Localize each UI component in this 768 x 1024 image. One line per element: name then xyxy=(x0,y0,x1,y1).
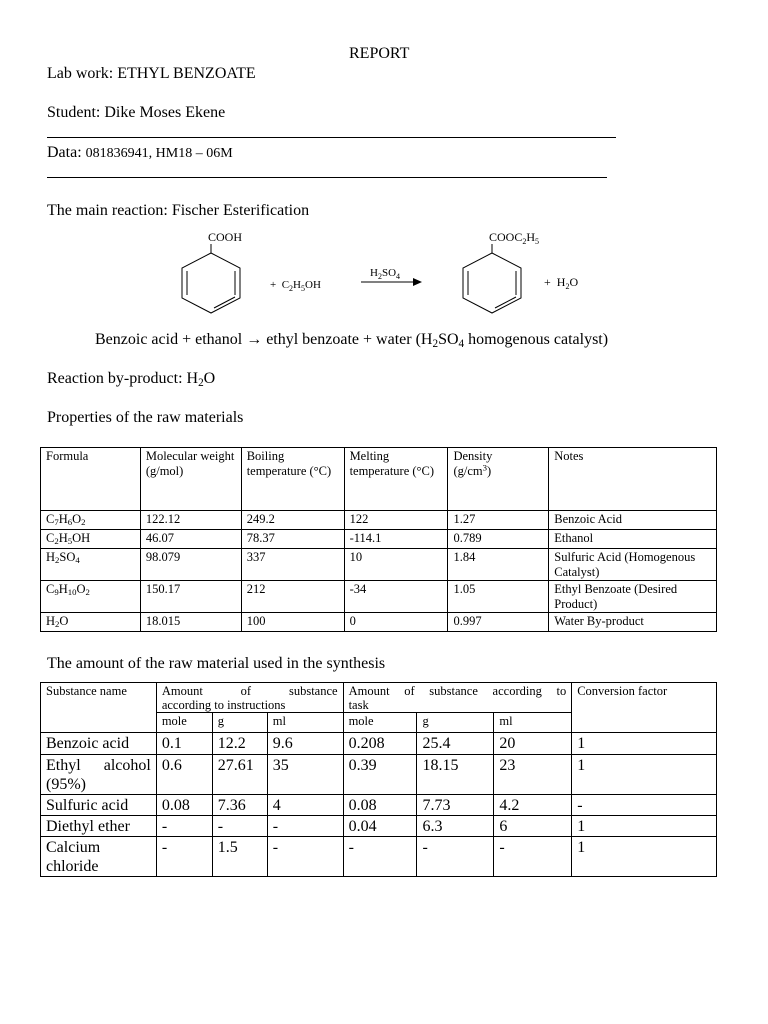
header-cell: Amount of substance according to instructions xyxy=(156,683,343,713)
table-cell: 122.12 xyxy=(140,511,241,530)
table-row xyxy=(41,837,717,877)
table-cell: 1 xyxy=(572,733,717,755)
table-cell: 23 xyxy=(494,755,572,795)
byproduct-line: Reaction by-product: $H_2O$ xyxy=(47,370,216,389)
table-cell: 0 xyxy=(344,613,448,632)
table-cell: 7.36 xyxy=(212,795,267,816)
properties-table xyxy=(40,447,717,632)
formula-cell: $H_2O$ xyxy=(41,613,141,632)
table-cell: 0.6 xyxy=(156,755,212,795)
benzoic-acid-structure xyxy=(182,244,240,313)
substance-name-cell: Ethyl alcohol (95%) xyxy=(41,755,157,795)
ethanol-label: + $C_2H_5OH$ xyxy=(270,279,321,293)
table-row xyxy=(41,549,717,581)
table-cell: 98.079 xyxy=(140,549,241,581)
header-cell: mole xyxy=(343,713,417,733)
table-cell: 1.27 xyxy=(448,511,549,530)
table-cell: 4 xyxy=(267,795,343,816)
table-cell: 27.61 xyxy=(212,755,267,795)
table-row xyxy=(41,530,717,549)
reaction-arrow xyxy=(361,278,422,286)
table-cell: Ethyl Benzoate (Desired Product) xyxy=(549,581,717,613)
substance-name-cell: Calcium chloride xyxy=(41,837,157,877)
header-cell: ml xyxy=(494,713,572,733)
header-cell: Notes xyxy=(549,448,717,511)
table-cell: - xyxy=(494,837,572,877)
header-cell: Amount of substance according to task xyxy=(343,683,572,713)
table-cell: 12.2 xyxy=(212,733,267,755)
header-cell: Substance name xyxy=(41,683,157,733)
table-cell: 18.015 xyxy=(140,613,241,632)
table-cell: - xyxy=(572,795,717,816)
reaction-scheme xyxy=(170,226,610,322)
header-cell: Density $(g/cm^3)$ xyxy=(448,448,549,511)
formula-cell: $C_9H_{10}O_2$ xyxy=(41,581,141,613)
table-row xyxy=(41,511,717,530)
amount-table xyxy=(40,682,717,877)
table-cell: 1 xyxy=(572,837,717,877)
catalyst-label: $H_2SO_4$ xyxy=(370,267,401,281)
table-cell: 122 xyxy=(344,511,448,530)
header-cell: Conversion factor xyxy=(572,683,717,733)
cooc2h5-label: $COOC_2H_5$ xyxy=(489,230,540,246)
table-row xyxy=(41,733,717,755)
header-cell: Melting temperature (°C) xyxy=(344,448,448,511)
table-cell: 0.08 xyxy=(343,795,417,816)
properties-heading: Properties of the raw materials xyxy=(47,409,244,426)
table-cell: 78.37 xyxy=(241,530,344,549)
table-row xyxy=(41,795,717,816)
water-label: + $H_2O$ xyxy=(544,275,579,291)
table-cell: 35 xyxy=(267,755,343,795)
table-row xyxy=(41,581,717,613)
table-cell: 6 xyxy=(494,816,572,837)
table-cell: - xyxy=(343,837,417,877)
header-cell: Boiling temperature (°C) xyxy=(241,448,344,511)
table-cell: Ethanol xyxy=(549,530,717,549)
table-cell: 0.208 xyxy=(343,733,417,755)
amount-heading: The amount of the raw material used in the synthesis xyxy=(47,655,386,672)
table-cell: 18.15 xyxy=(417,755,494,795)
table-cell: 0.04 xyxy=(343,816,417,837)
header-cell: ml xyxy=(267,713,343,733)
table-cell: 0.1 xyxy=(156,733,212,755)
table-cell: 20 xyxy=(494,733,572,755)
table-cell: Water By-product xyxy=(549,613,717,632)
header-cell: g xyxy=(212,713,267,733)
table-cell: 1.5 xyxy=(212,837,267,877)
table-cell: - xyxy=(267,816,343,837)
formula-cell: $H_2SO_4$ xyxy=(41,549,141,581)
table-cell: Benzoic Acid xyxy=(549,511,717,530)
header-cell: g xyxy=(417,713,494,733)
table-cell: 0.997 xyxy=(448,613,549,632)
table-cell: 7.73 xyxy=(417,795,494,816)
lab-work-line: Lab work: ETHYL BENZOATE xyxy=(47,65,256,82)
table-cell: 46.07 xyxy=(140,530,241,549)
table-cell: 337 xyxy=(241,549,344,581)
formula-cell: $C_7H_6O_2$ xyxy=(41,511,141,530)
table-cell: 9.6 xyxy=(267,733,343,755)
table-cell: -114.1 xyxy=(344,530,448,549)
header-cell: Formula xyxy=(41,448,141,511)
table-cell: - xyxy=(156,816,212,837)
table-cell: 249.2 xyxy=(241,511,344,530)
cooh-label: COOH xyxy=(208,230,243,244)
table-cell: 100 xyxy=(241,613,344,632)
table-cell: Sulfuric Acid (Homogenous Catalyst) xyxy=(549,549,717,581)
ethyl-benzoate-structure xyxy=(463,244,521,313)
table-cell: 150.17 xyxy=(140,581,241,613)
report-title: REPORT xyxy=(349,45,410,62)
table-header-row xyxy=(41,448,717,511)
substance-name-cell: Sulfuric acid xyxy=(41,795,157,816)
table-cell: 1 xyxy=(572,755,717,795)
table-cell: 1.84 xyxy=(448,549,549,581)
header-cell: Molecular weight (g/mol) xyxy=(140,448,241,511)
substance-name-cell: Benzoic acid xyxy=(41,733,157,755)
equation-line: Benzoic acid + ethanol → ethyl benzoate + water ($H_2SO_4$ homogenous catalyst) xyxy=(95,331,609,350)
table-cell: - xyxy=(156,837,212,877)
data-line xyxy=(47,144,233,163)
table-cell: 1 xyxy=(572,816,717,837)
table-cell: - xyxy=(267,837,343,877)
main-reaction-line: The main reaction: Fischer Esterification xyxy=(47,202,310,219)
table-cell: 0.789 xyxy=(448,530,549,549)
data-label: Data: xyxy=(47,144,82,161)
table-cell: 10 xyxy=(344,549,448,581)
table-cell: 4.2 xyxy=(494,795,572,816)
student-line: Student: Dike Moses Ekene xyxy=(47,104,226,121)
table-row xyxy=(41,755,717,795)
table-cell: 1.05 xyxy=(448,581,549,613)
table-cell: 0.08 xyxy=(156,795,212,816)
table-cell: 0.39 xyxy=(343,755,417,795)
table-header-row xyxy=(41,683,717,713)
table-row xyxy=(41,613,717,632)
table-cell: 212 xyxy=(241,581,344,613)
table-cell: - xyxy=(417,837,494,877)
table-row xyxy=(41,816,717,837)
header-cell: mole xyxy=(156,713,212,733)
table-cell: 6.3 xyxy=(417,816,494,837)
divider xyxy=(47,177,607,178)
table-cell: -34 xyxy=(344,581,448,613)
table-cell: 25.4 xyxy=(417,733,494,755)
substance-name-cell: Diethyl ether xyxy=(41,816,157,837)
data-value: 081836941, HM18 – 06M xyxy=(85,146,233,161)
table-cell: - xyxy=(212,816,267,837)
divider xyxy=(47,137,616,138)
formula-cell: $C_2H_5OH$ xyxy=(41,530,141,549)
